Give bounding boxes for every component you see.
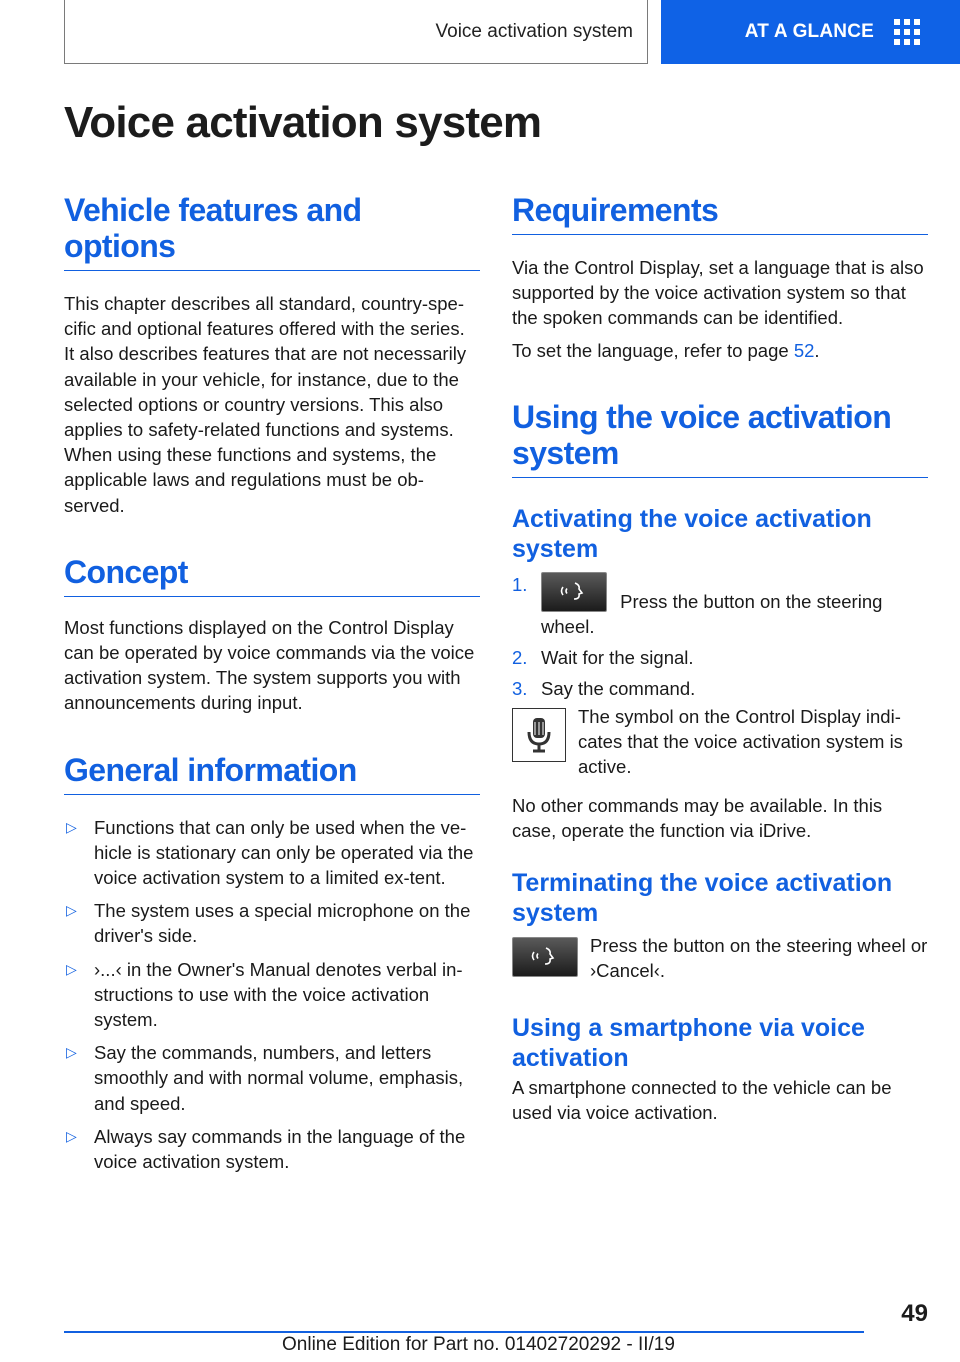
terminate-text: Press the button on the steering wheel or ›Cancel‹. — [590, 934, 928, 981]
edition-note: Online Edition for Part no. 01402720292 - II/19 — [282, 1334, 675, 1355]
requirements-text: Via the Control Display, set a language that is also supported by the voice activation system so that the spoken commands can be identified. — [512, 257, 924, 329]
list-item: ▷ Always say commands in the language of the voice activation system. — [66, 1125, 466, 1173]
triangle-bullet-icon: ▷ — [66, 1127, 77, 1144]
section-heading-general: General information — [64, 752, 480, 795]
list-item: 1. Press the button on the steering wheel. — [512, 573, 883, 638]
section-heading-using: Using the voice activation system — [512, 399, 928, 478]
subheading-terminating: Terminating the voice activation system — [512, 868, 893, 927]
triangle-bullet-icon: ▷ — [66, 1044, 77, 1061]
page-link[interactable]: 52 — [793, 339, 815, 361]
list-item: ▷ The system uses a special microphone on the driver's side. — [66, 900, 471, 947]
activation-steps — [512, 572, 928, 702]
symbol-text: The symbol on the Control Display indi-cates that the voice activation system is active. — [578, 705, 903, 778]
activation-note: No other commands may be available. In this case, operate the function via iDrive. — [512, 795, 883, 842]
subheading-activating: Activating the voice activation system — [512, 504, 872, 563]
step-number: 1. — [512, 573, 528, 595]
header-section-tab — [64, 0, 648, 64]
list-item: ▷ Functions that can only be used when the ve-hicle is stationary can only be operated via the voice activation system to a limited ex-tent. — [66, 816, 474, 889]
section-heading-concept: Concept — [64, 554, 480, 597]
header-section-label: Voice activation system — [435, 20, 633, 42]
voice-button-icon — [541, 572, 607, 612]
general-bullet-list — [64, 815, 480, 1175]
terminate-instruction — [512, 934, 928, 983]
list-item: ▷ ›...‹ in the Owner's Manual denotes verbal in-structions to use with the voice activation system. — [66, 958, 463, 1031]
step-number: 2. — [512, 647, 528, 669]
header-chapter-label: AT A GLANCE — [744, 21, 874, 42]
microphone-icon — [512, 708, 566, 762]
page-number: 49 — [901, 1300, 928, 1327]
list-item: 3. Say the command. — [512, 676, 928, 701]
symbol-note — [512, 705, 928, 780]
triangle-bullet-icon: ▷ — [66, 960, 77, 977]
language-reference: To set the language, refer to page 52. — [512, 339, 820, 361]
right-column — [512, 192, 928, 1125]
grid-menu-icon — [894, 19, 920, 45]
voice-button-icon — [512, 937, 578, 977]
triangle-bullet-icon: ▷ — [66, 818, 77, 835]
header-chapter-tab[interactable] — [661, 0, 960, 64]
step-number: 3. — [512, 678, 528, 700]
footer-divider — [64, 1331, 864, 1333]
section-heading-requirements: Requirements — [512, 192, 928, 235]
left-column — [64, 192, 480, 1182]
section-heading-features: Vehicle features and options — [64, 192, 480, 271]
subheading-smartphone: Using a smartphone via voice activation — [512, 1014, 865, 1073]
triangle-bullet-icon: ▷ — [66, 902, 77, 919]
concept-text: Most functions displayed on the Control Display can be operated by voice commands via the voice activation system. The system supports you with announcements during input. — [64, 616, 475, 714]
page-title: Voice activation system — [64, 98, 542, 147]
list-item: ▷ Say the commands, numbers, and letters smoothly and with normal volume, emphasis, and speed. — [66, 1042, 464, 1114]
features-text: This chapter describes all standard, country-spe-cific and optional features offered with the series. It also describes features that are not necessarily available in your vehicle, for instance, due to the selected options or country versions. This also applies to safety-related functions and systems. When using these functions and systems, the applicable laws and regulations must be ob-served. — [64, 293, 467, 516]
list-item: 2. Wait for the signal. — [512, 645, 928, 670]
smartphone-text: A smartphone connected to the vehicle can be used via voice activation. — [512, 1077, 892, 1124]
